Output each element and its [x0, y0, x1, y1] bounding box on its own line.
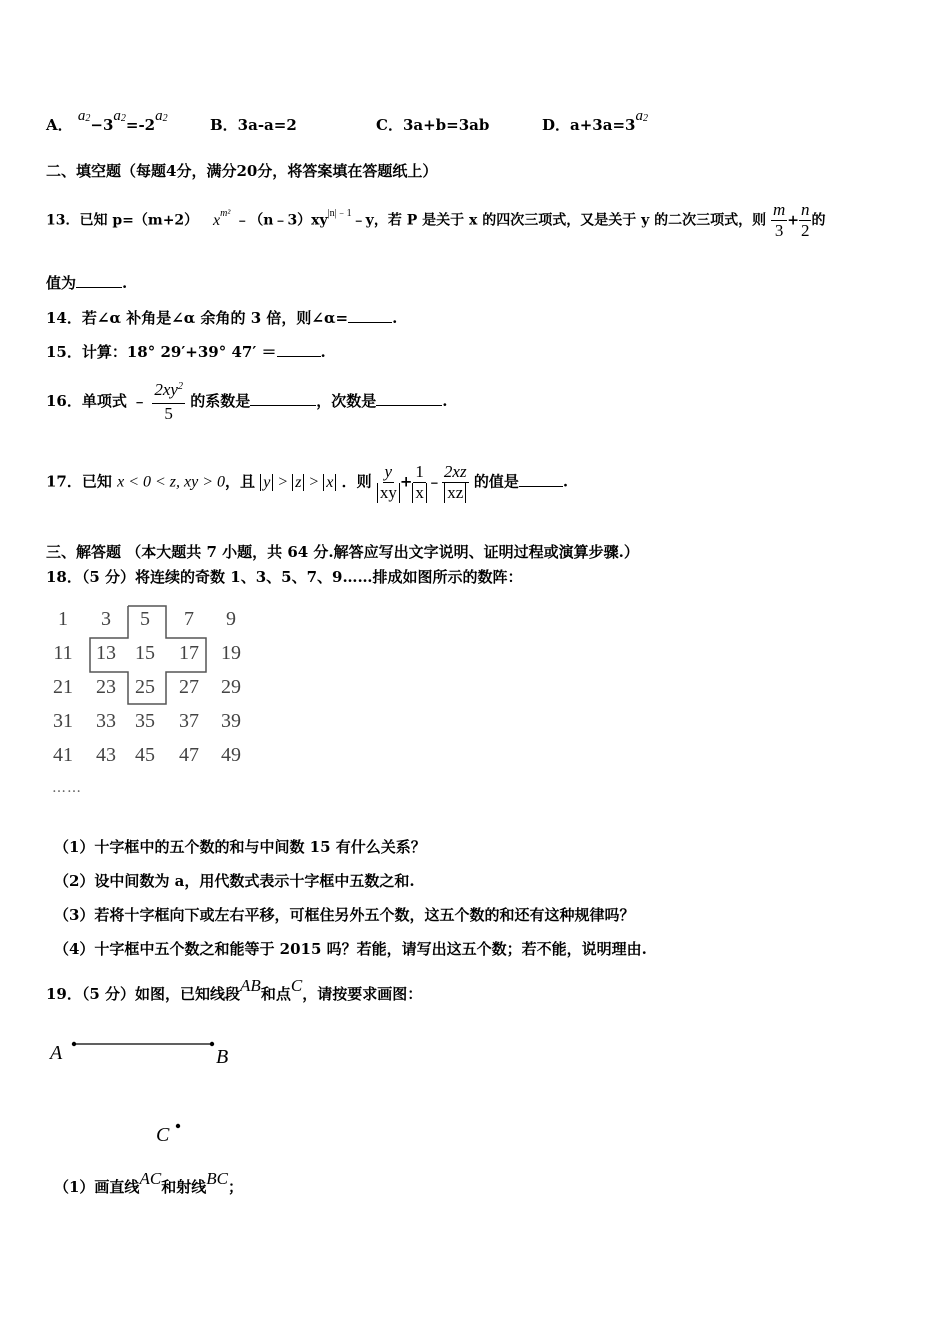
q17-gt1: >: [277, 473, 289, 491]
q13-mid: ﹣（n﹣3）xy: [235, 212, 328, 229]
q16-num: 2xy: [154, 380, 178, 399]
q17-f2-num: 1: [415, 462, 424, 481]
point-b-dot: [210, 1042, 214, 1046]
q17-f1-num: y: [384, 462, 393, 481]
q17-then: ．则: [341, 472, 372, 491]
q19-sub1-lead: （1）画直线: [54, 1178, 140, 1196]
q13-lead: 13．已知 p=（m+2）: [46, 212, 199, 229]
point-a-dot: [72, 1042, 76, 1046]
grid-cell: 11: [53, 642, 73, 664]
question-18: 18．（5 分）将连续的奇数 1、3、5、7、9……排成如图所示的数阵：: [46, 568, 523, 586]
q17-answer-blank[interactable]: [519, 472, 563, 487]
q19-sub1-mid: 和射线: [161, 1178, 207, 1196]
grid-cell: 21: [53, 676, 73, 698]
q17-lead: 17．已知: [46, 472, 112, 491]
q14-text: 14．若∠α 补角是∠α 余角的 3 倍，则∠α=: [46, 309, 349, 327]
q15-end: .: [320, 343, 326, 361]
q17-end: .: [562, 472, 569, 491]
q17-frac2: [412, 462, 427, 503]
q13-rest: ﹣y，若 P 是关于 x 的四次三项式，又是关于 y 的二次三项式，则: [351, 212, 767, 229]
option-a-var1: a: [77, 108, 86, 124]
grid-cell: 13: [96, 642, 116, 664]
grid-cell: 17: [179, 642, 199, 664]
q13-answer-blank[interactable]: [76, 273, 122, 288]
label-b: B: [216, 1046, 229, 1068]
q17-cond2-pre: ，且: [225, 472, 256, 491]
q14-answer-blank[interactable]: [348, 308, 392, 323]
option-c: C．3a+b=3ab: [376, 116, 490, 134]
grid-cell: 9: [226, 608, 236, 630]
q17-gt2: >: [308, 473, 320, 491]
q17-f3-den: xz: [444, 483, 466, 503]
point-c-dot: [176, 1124, 180, 1128]
grid-cell: 29: [221, 676, 241, 698]
q19-sub1-bc: BC: [206, 1169, 228, 1188]
q13-x-exp: m²: [220, 207, 231, 219]
q18-sub-2: （2）设中间数为 a，用代数式表示十字框中五数之和.: [54, 872, 415, 890]
option-a-exp3: 2: [162, 113, 168, 124]
q14-end: .: [392, 309, 398, 327]
q17-frac3: [442, 462, 469, 503]
grid-ellipsis: ……: [52, 780, 82, 796]
q17-frac1: [377, 462, 400, 503]
grid-cell: 7: [184, 608, 194, 630]
grid-cell: 27: [179, 676, 199, 698]
option-a-var3: a: [155, 108, 163, 124]
q19-seg: AB: [240, 976, 261, 995]
q19-mid: 和点: [260, 985, 291, 1003]
grid-cell: 31: [53, 710, 73, 732]
grid-cell: 5: [140, 608, 150, 630]
grid-cell: 25: [135, 676, 155, 698]
q13-frac2-num: n: [800, 200, 810, 219]
q13-tail: 的: [811, 212, 826, 229]
grid-cell: 23: [96, 676, 116, 698]
option-a-exp2: 2: [120, 113, 126, 124]
question-15: [46, 342, 326, 362]
q17-abs-x: x: [323, 474, 336, 491]
q16-den: 5: [164, 404, 173, 423]
option-a-mid: −3: [90, 116, 114, 134]
question-14: [46, 308, 397, 328]
question-13-line2: [46, 273, 127, 293]
grid-cell: 47: [179, 744, 199, 766]
q13-line2-end: .: [122, 274, 128, 292]
option-a-eq: =-2: [125, 116, 156, 134]
option-a-var2: a: [113, 108, 121, 124]
q16-degree-blank[interactable]: [376, 391, 442, 406]
grid-cell: 37: [179, 710, 199, 732]
q17-tail: 的值是: [473, 472, 519, 491]
q17-f1-den: xy: [377, 483, 400, 503]
q19-lead: 19．（5 分）如图，已知线段: [46, 985, 241, 1003]
q17-f2-den: x: [412, 483, 427, 503]
q19-sub1-end: ；: [227, 1178, 243, 1196]
option-a-label: A．: [46, 116, 73, 134]
q15-text: 15．计算：18° 29′+39° 47′ ＝: [46, 343, 277, 361]
q13-frac1-num: m: [772, 200, 786, 219]
q18-sub-1: （1）十字框中的五个数的和与中间数 15 有什么关系？: [54, 838, 426, 856]
question-16: [46, 380, 447, 424]
q16-end: .: [442, 392, 448, 410]
grid-cell: 49: [221, 744, 241, 766]
q13-frac-m3: [771, 200, 787, 241]
q13-plus: +: [787, 212, 799, 229]
option-d-var: a: [635, 108, 643, 124]
q18-sub-4: （4）十字框中五个数之和能等于 2015 吗？若能，请写出这五个数；若不能，说明理由.: [54, 940, 647, 958]
q17-condition: x < 0 < z, xy > 0: [117, 473, 226, 491]
grid-cell: 43: [96, 744, 116, 766]
q13-line2-text: 值为: [46, 274, 77, 292]
q16-lead: 16．单项式: [46, 392, 127, 410]
q16-mid: 的系数是: [190, 392, 251, 410]
section-3-heading: 三、解答题 （本大题共 7 小题，共 64 分.解答应写出文字说明、证明过程或演算步骤.）: [46, 543, 639, 561]
grid-cell: 39: [221, 710, 241, 732]
q19-sub-1: [54, 1169, 243, 1197]
q16-coef-blank[interactable]: [250, 391, 316, 406]
label-a: A: [50, 1042, 63, 1064]
q16-mid2: ，次数是: [316, 392, 377, 410]
option-a: [46, 108, 168, 135]
option-d: [542, 108, 648, 135]
grid-cell: 33: [96, 710, 116, 732]
q13-frac-n2: [799, 200, 812, 241]
q19-tail: ，请按要求画图：: [302, 985, 423, 1003]
q17-abs-y: y: [260, 474, 273, 491]
grid-cell: 3: [101, 608, 111, 630]
q13-y-exp: |n|﹣1: [327, 207, 352, 219]
q17-minus: ﹣: [426, 472, 442, 491]
question-17: [46, 462, 568, 503]
grid-cell: 41: [53, 744, 73, 766]
option-d-exp: 2: [642, 113, 648, 124]
q18-sub-3: （3）若将十字框向下或左右平移，可框住另外五个数，这五个数的和还有这种规律吗？: [54, 906, 635, 924]
question-19: [46, 976, 423, 1004]
q19-pt: C: [290, 976, 303, 995]
q19-sub1-ac: AC: [139, 1169, 162, 1188]
grid-cell: 19: [221, 642, 241, 664]
section-2-heading: 二、填空题（每题4分，满分20分，将答案填在答题纸上）: [46, 162, 438, 180]
q13-x: x: [213, 211, 221, 229]
option-a-exp1: 2: [85, 113, 91, 124]
q17-plus: +: [399, 472, 413, 491]
option-d-label: D．a+3a=3: [542, 116, 636, 134]
q13-frac1-den: 3: [774, 221, 784, 240]
question-13: [46, 200, 825, 241]
q16-num-exp: 2: [177, 381, 183, 392]
q16-fraction: [152, 380, 185, 424]
grid-cell: 35: [135, 710, 155, 732]
label-c: C: [156, 1124, 170, 1146]
q17-f3-num: 2xz: [443, 462, 467, 481]
grid-cell: 45: [135, 744, 155, 766]
q16-minus: ﹣: [132, 392, 148, 410]
q13-frac2-den: 2: [800, 221, 810, 240]
option-b: B．3a-a=2: [210, 116, 297, 134]
q17-abs-z: z: [292, 474, 304, 491]
grid-cell: 15: [135, 642, 155, 664]
grid-cell: 1: [58, 608, 68, 630]
q15-answer-blank[interactable]: [277, 342, 321, 357]
